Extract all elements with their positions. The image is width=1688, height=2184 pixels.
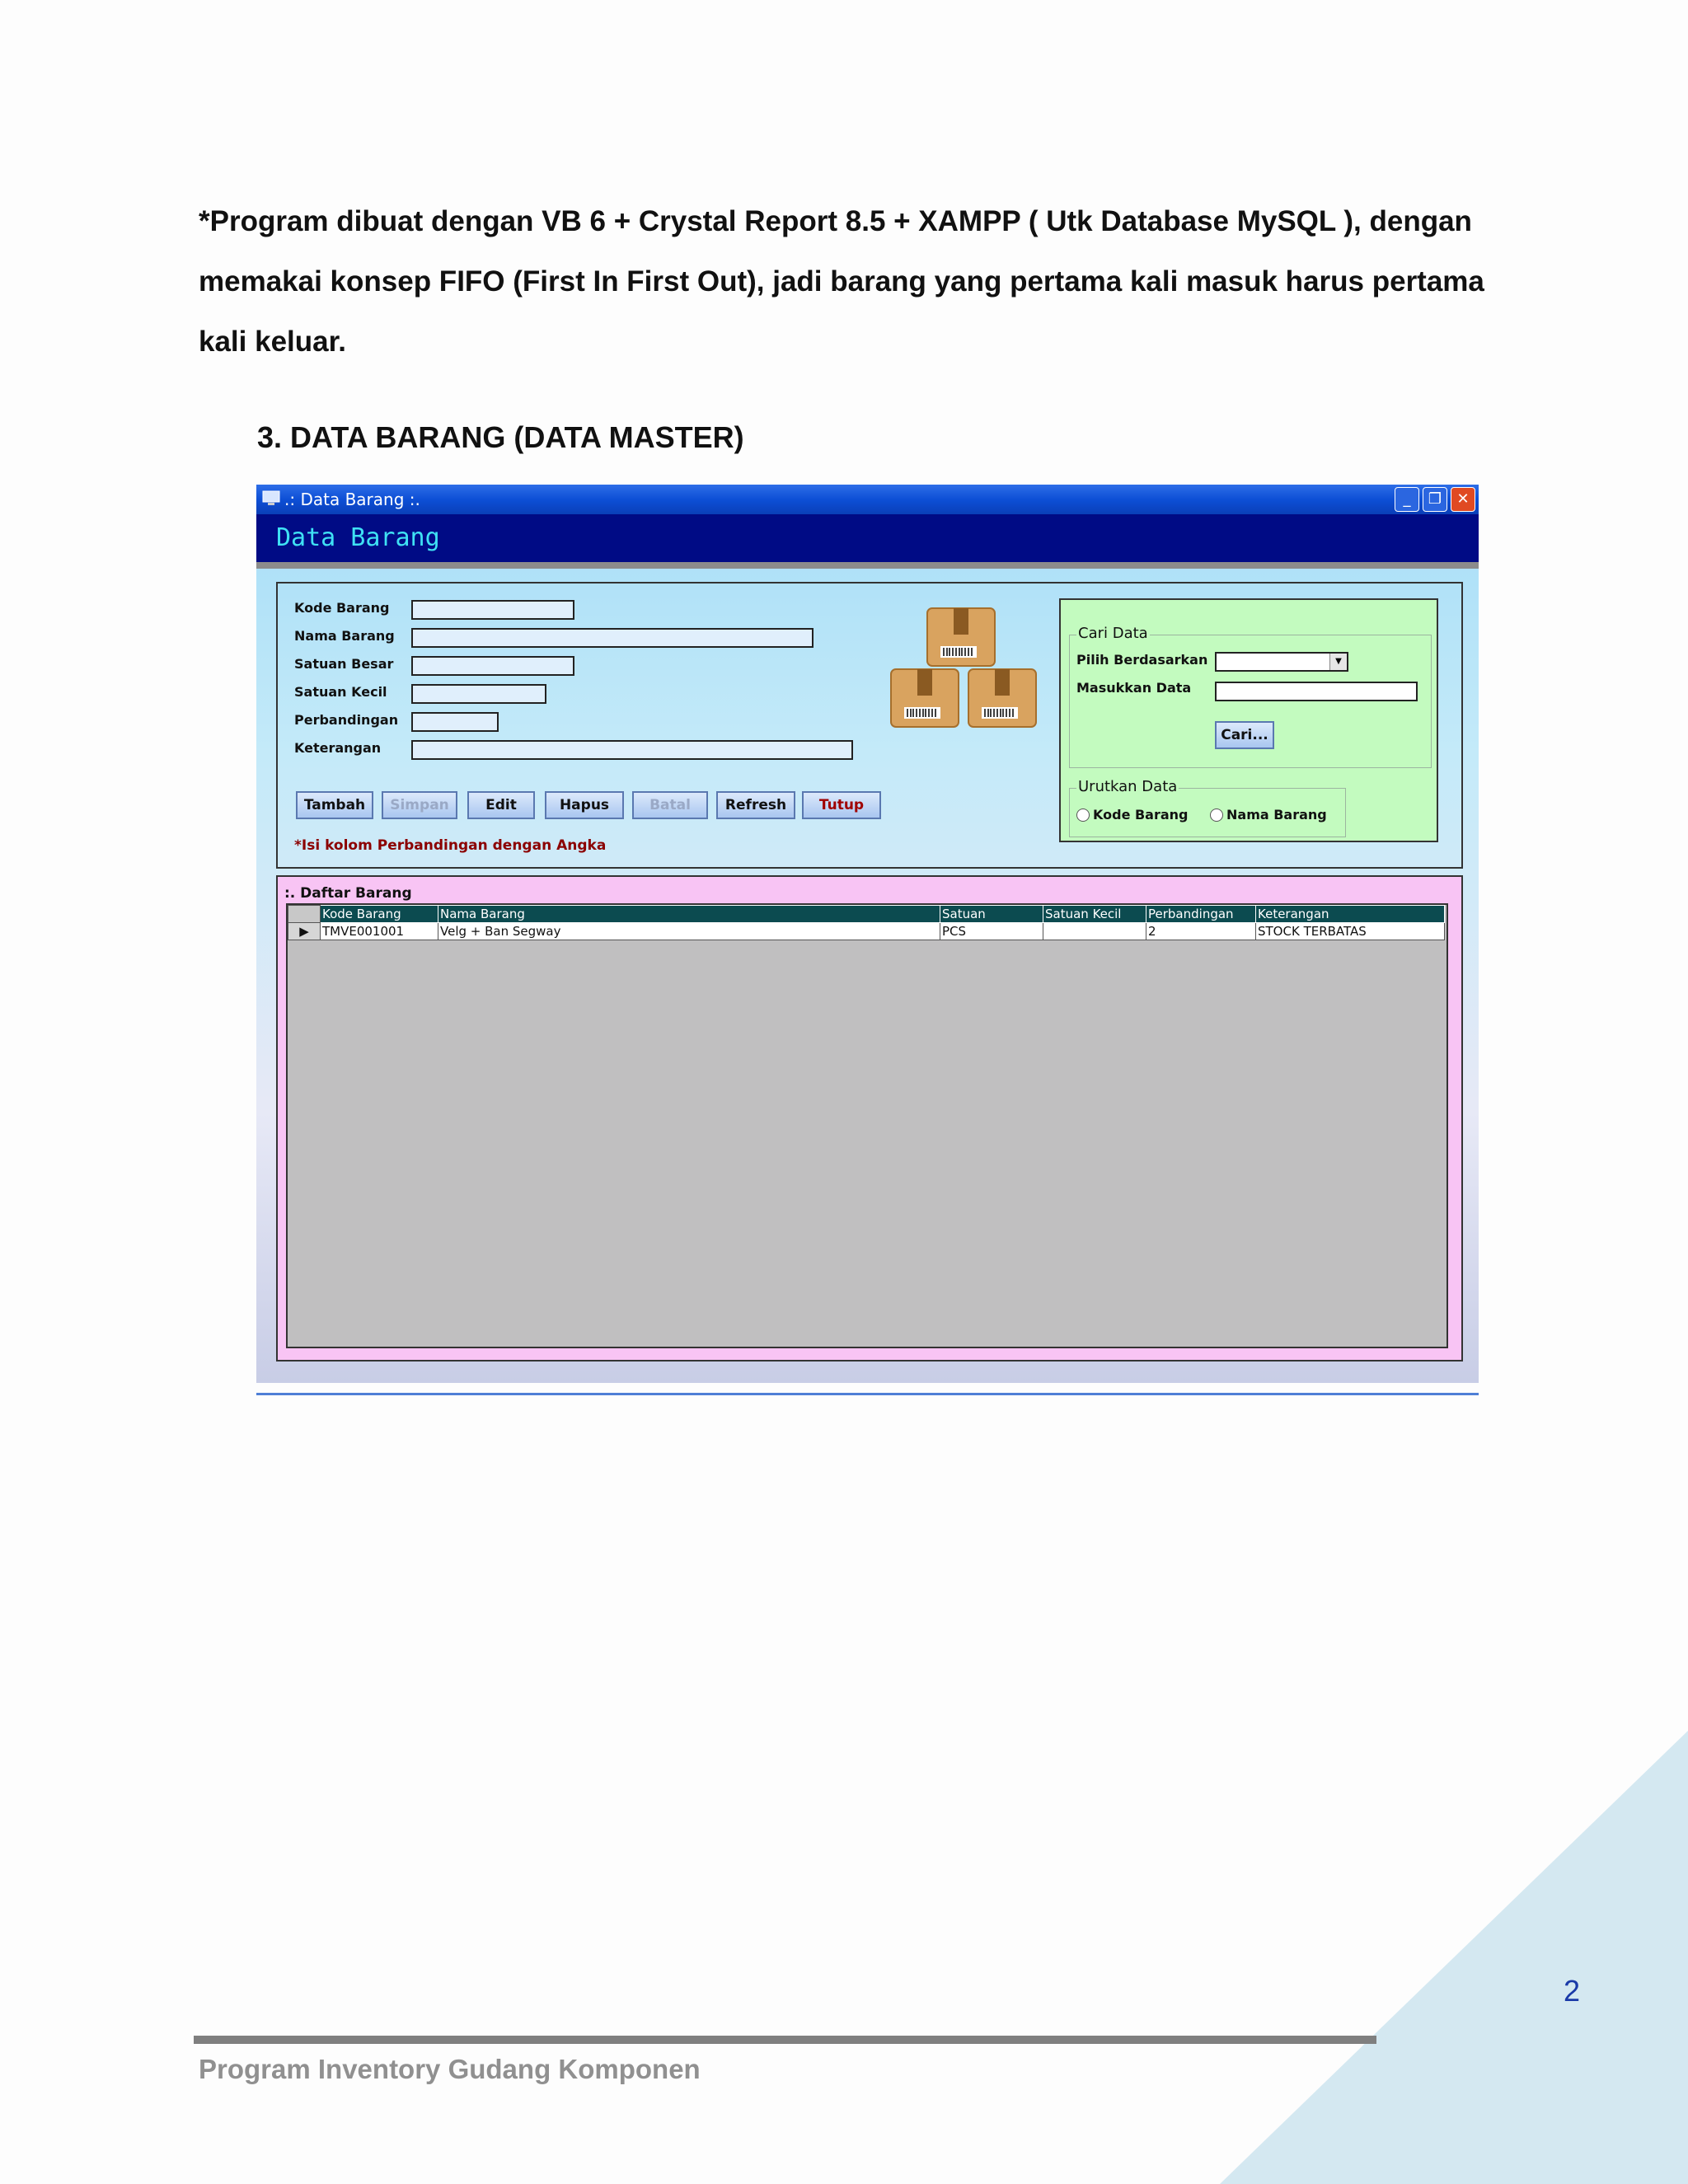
- radio-nama-barang[interactable]: [1210, 808, 1223, 822]
- box-left: [891, 669, 959, 727]
- footer-divider: [194, 2036, 1376, 2044]
- header-divider: [256, 562, 1479, 569]
- box-top: [927, 608, 995, 666]
- tutup-button[interactable]: Tutup: [802, 791, 881, 819]
- edit-button[interactable]: Edit: [467, 791, 535, 819]
- label-satuan-kecil: Satuan Kecil: [294, 684, 387, 700]
- restore-icon[interactable]: ❐: [1423, 487, 1447, 512]
- col-kode-barang[interactable]: Kode Barang: [321, 906, 438, 923]
- label-nama-barang: Nama Barang: [294, 628, 395, 644]
- chevron-down-icon[interactable]: ▼: [1329, 654, 1347, 670]
- col-satuan[interactable]: Satuan: [940, 906, 1043, 923]
- window-titlebar[interactable]: [256, 485, 1479, 514]
- cell-perbandingan: 2: [1146, 923, 1256, 940]
- barang-table: [288, 905, 1445, 940]
- label-satuan-besar: Satuan Besar: [294, 656, 394, 672]
- cell-satuan-kecil: [1043, 923, 1146, 940]
- urutkan-data-legend: Urutkan Data: [1078, 778, 1178, 795]
- refresh-button[interactable]: Refresh: [716, 791, 795, 819]
- kode-barang-input[interactable]: [411, 600, 574, 620]
- window-bottom-rule: [256, 1393, 1479, 1395]
- box-right: [968, 669, 1036, 727]
- simpan-button[interactable]: Simpan: [382, 791, 457, 819]
- col-nama-barang[interactable]: Nama Barang: [438, 906, 940, 923]
- daftar-barang-title: :. Daftar Barang: [284, 885, 412, 902]
- col-perbandingan[interactable]: Perbandingan: [1146, 906, 1256, 923]
- label-kode-barang: Kode Barang: [294, 600, 390, 616]
- masukkan-data-input[interactable]: [1215, 682, 1418, 701]
- radio-kode-barang-label: Kode Barang: [1093, 807, 1189, 823]
- app-window: [256, 485, 1479, 1383]
- urutkan-data-group: [1069, 778, 1346, 837]
- label-perbandingan: Perbandingan: [294, 712, 399, 728]
- tambah-button[interactable]: Tambah: [296, 791, 373, 819]
- close-icon[interactable]: ✕: [1451, 487, 1475, 512]
- label-keterangan: Keterangan: [294, 740, 382, 756]
- radio-kode-barang[interactable]: [1076, 808, 1090, 822]
- nama-barang-input[interactable]: [411, 628, 814, 648]
- barang-grid[interactable]: [286, 903, 1448, 1348]
- cell-nama-barang: Velg + Ban Segway: [438, 923, 940, 940]
- pilih-berdasarkan-select[interactable]: [1215, 652, 1348, 672]
- satuan-kecil-input[interactable]: [411, 684, 546, 704]
- masukkan-data-label: Masukkan Data: [1076, 680, 1192, 696]
- daftar-barang-panel: [276, 875, 1463, 1361]
- form-header: Data Barang: [256, 514, 1479, 562]
- window-title: .: Data Barang :.: [284, 490, 420, 509]
- table-row[interactable]: [288, 923, 1445, 940]
- corner-decoration: [1220, 1731, 1688, 2184]
- col-satuan-kecil[interactable]: Satuan Kecil: [1043, 906, 1146, 923]
- footer-doc-title: Program Inventory Gudang Komponen: [199, 2054, 701, 2084]
- row-pointer-icon: ▶: [288, 923, 321, 940]
- keterangan-input[interactable]: [411, 740, 853, 760]
- cari-panel: [1059, 598, 1438, 842]
- radio-nama-barang-label: Nama Barang: [1226, 807, 1327, 823]
- cell-kode-barang: TMVE001001: [321, 923, 438, 940]
- intro-paragraph: *Program dibuat dengan VB 6 + Crystal Report 8.5 + XAMPP ( Utk Database MySQL ), dengan memakai konsep FIFO (First In First Out), jadi barang yang pertama kali masuk harus pertama kali keluar.: [199, 205, 1484, 358]
- cari-button[interactable]: Cari...: [1215, 721, 1274, 749]
- hapus-button[interactable]: Hapus: [545, 791, 624, 819]
- boxes-icon: [888, 605, 1041, 737]
- perbandingan-input[interactable]: [411, 712, 499, 732]
- cell-satuan: PCS: [940, 923, 1043, 940]
- cari-data-group: [1069, 625, 1432, 768]
- cari-data-legend: Cari Data: [1078, 625, 1148, 642]
- satuan-besar-input[interactable]: [411, 656, 574, 676]
- perbandingan-note: *Isi kolom Perbandingan dengan Angka: [294, 837, 607, 854]
- section-heading: 3. DATA BARANG (DATA MASTER): [257, 420, 744, 454]
- minimize-icon[interactable]: _: [1395, 487, 1419, 512]
- page-number: 2: [1564, 1974, 1581, 2008]
- cell-keterangan: STOCK TERBATAS: [1256, 923, 1445, 940]
- col-keterangan[interactable]: Keterangan: [1256, 906, 1445, 923]
- batal-button[interactable]: Batal: [632, 791, 708, 819]
- pilih-berdasarkan-label: Pilih Berdasarkan: [1076, 652, 1208, 668]
- app-icon: [261, 490, 281, 506]
- row-selector-header: [288, 906, 321, 923]
